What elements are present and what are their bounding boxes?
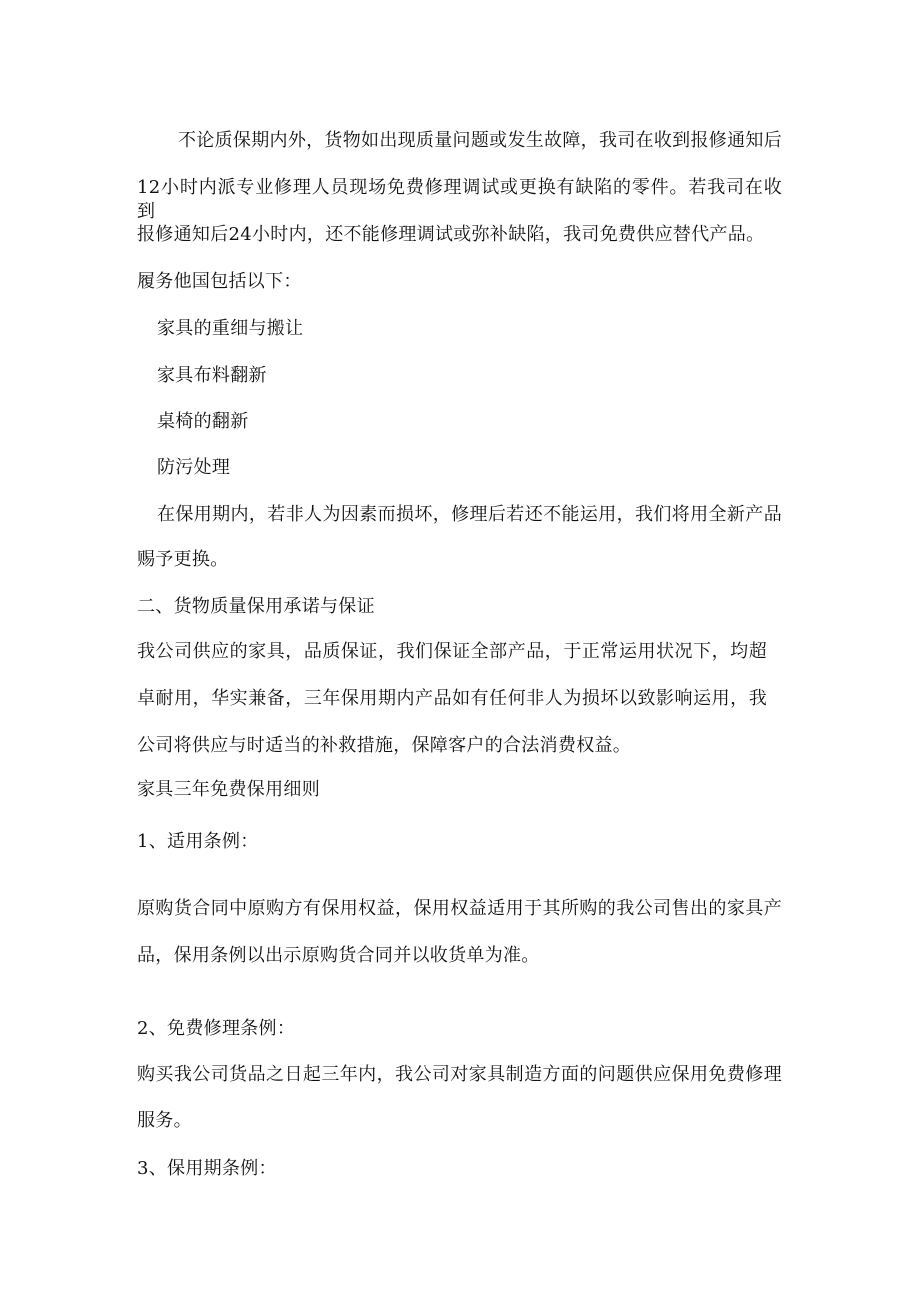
service-item: 桌椅的翻新 (157, 411, 249, 432)
clause-1-line-2: 品，保用条例以出示原购货合同并以收货单为准。 (137, 945, 540, 966)
replacement-line-1: 在保用期内，若非人为因素而损坏，修理后若还不能运用，我们将用全新产品 (157, 504, 782, 525)
section-2-line-1: 我公司供应的家具，品质保证，我们保证全部产品，于正常运用状况下，均超 (137, 641, 767, 662)
warranty-title: 家具三年免费保用细则 (137, 779, 320, 800)
service-item: 家具的重细与搬让 (157, 318, 304, 339)
clause-1-heading: 1、适用条例： (137, 831, 259, 852)
service-item: 家具布料翻新 (157, 365, 267, 386)
clause-3-heading: 3、保用期条例： (137, 1158, 277, 1179)
intro-line-1: 不论质保期内外，货物如出现质量问题或发生故障，我司在收到报修通知后 (178, 130, 782, 151)
services-heading: 履务他国包括以下： (137, 271, 302, 292)
section-2-heading: 二、货物质量保用承诺与保证 (137, 596, 375, 617)
clause-2-heading: 2、免费修理条例： (137, 1018, 296, 1039)
section-2-line-3: 公司将供应与时适当的补救措施，保障客户的合法消费权益。 (137, 735, 632, 756)
intro-line-2: 12小时内派专业修理人员现场免费修理调试或更换有缺陷的零件。若我司在收到 (137, 177, 782, 222)
clause-2-line-1: 购买我公司货品之日起三年内，我公司对家具制造方面的问题供应保用免费修理 (137, 1064, 782, 1085)
replacement-line-2: 赐予更换。 (137, 549, 229, 570)
service-item: 防污处理 (157, 457, 231, 478)
clause-2-line-2: 服务。 (137, 1110, 192, 1131)
section-2-line-2: 卓耐用，华实兼备，三年保用期内产品如有任何非人为损坏以致影响运用，我 (137, 688, 767, 709)
intro-line-3: 报修通知后24小时内，还不能修理调试或弥补缺陷，我司免费供应替代产品。 (137, 224, 765, 245)
clause-1-line-1: 原购货合同中原购方有保用权益，保用权益适用于其所购的我公司售出的家具产 (137, 898, 782, 919)
